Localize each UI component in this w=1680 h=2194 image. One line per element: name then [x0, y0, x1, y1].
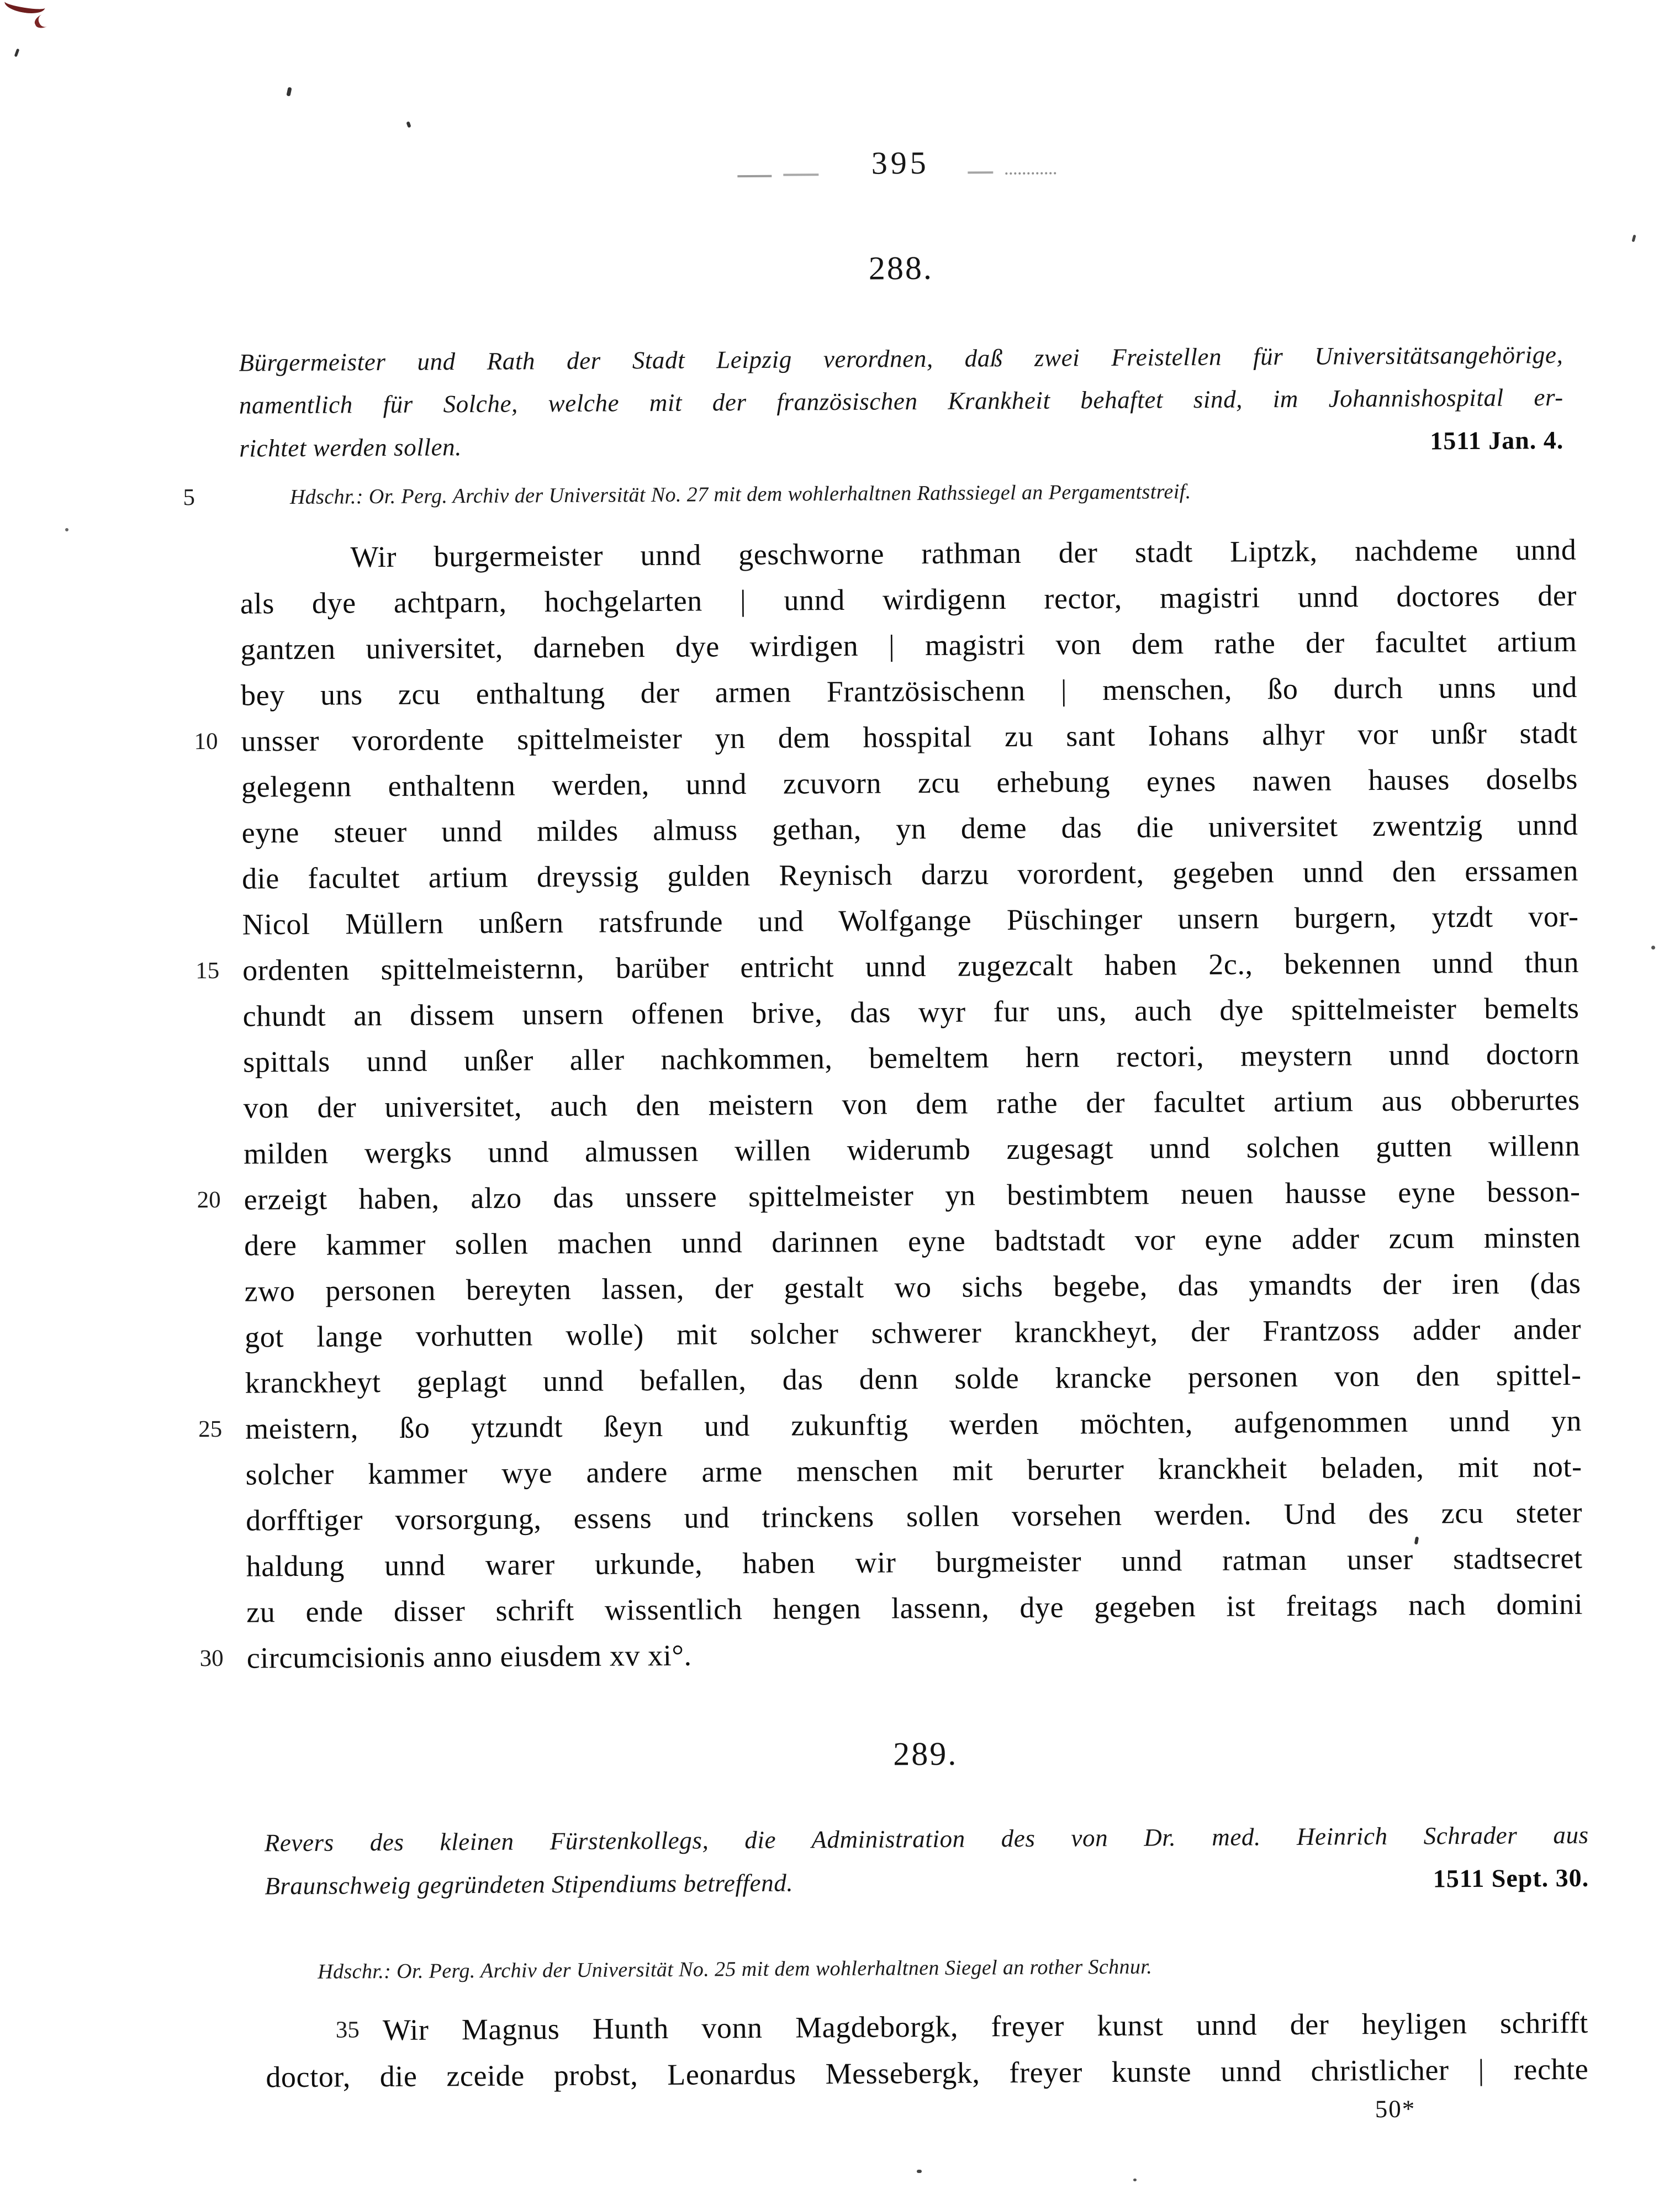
body-line — [241, 710, 1577, 764]
hdschr-text: Hdschr.: Or. Perg. Archiv der Universität No. 27 mit dem wohlerhaltnen Rathssiegel an Pergamentstreif. — [290, 480, 1191, 509]
body-line-text: dorfftiger vorsorgung, essens und trinckens sollen vorsehen werden. Und des zcu steter — [246, 1496, 1582, 1537]
body-line — [243, 1077, 1579, 1131]
scan-dash — [737, 175, 772, 177]
body-line — [266, 2000, 1588, 2054]
body-line — [241, 756, 1578, 810]
body-line-text: zu ende disser schrift wissentlich hengen lassenn, dye gegeben ist freitags nach domini — [246, 1588, 1583, 1629]
body-line-text: gantzen universitet, darneben dye wirdigen | magistri von dem rathe der facultet artium — [240, 625, 1577, 666]
body-line — [241, 664, 1577, 719]
summary-line: namentlich für Solche, welche mit der französischen Krankheit behaftet sind, im Johannishospital er- — [239, 376, 1563, 427]
body-line-text: erzeigt haben, alzo das unssere spittelmeister yn bestimbtem neuen hausse eyne besson- — [244, 1175, 1580, 1216]
body-line-text: kranckheyt geplagt unnd befallen, das denn solde krancke personen von den spittel- — [245, 1358, 1581, 1400]
doc289-summary — [265, 1814, 1589, 1908]
body-line-text: bey uns zcu enthaltung der armen Frantzösischenn | menschen, ßo durch unns und — [241, 671, 1577, 712]
summary-line: Revers des kleinen Fürstenkollegs, die Administration des von Dr. med. Heinrich Schrader aus — [265, 1814, 1589, 1865]
body-line-text: als dye achtparn, hochgelarten | unnd wirdigenn rector, magistri unnd doctores der — [240, 579, 1577, 620]
body-line-text: Wir Magnus Hunth vonn Magdeborgk, freyer kunst unnd der heyligen schrifft — [383, 2006, 1588, 2047]
body-line — [241, 802, 1578, 856]
body-line-text: milden wergks unnd almussen willen widerumb zugesagt unnd solchen gutten willenn — [244, 1129, 1580, 1170]
doc288-summary — [239, 334, 1563, 470]
signature-mark: 50* — [1375, 2095, 1416, 2123]
margin-line-number: 25 — [198, 1406, 232, 1452]
body-line-text: zwo personen bereyten lassen, der gestalt wo sichs begebe, das ymandts der iren (das — [244, 1267, 1581, 1308]
doc288-hdschr — [240, 475, 1565, 512]
summary-line: Braunschweig gegründeten Stipendiums betreffend. — [265, 1862, 793, 1908]
body-line — [245, 1444, 1582, 1498]
body-line-text: solcher kammer wye andere arme menschen mit berurter kranckheit beladen, mit not- — [245, 1450, 1582, 1491]
body-line — [244, 1261, 1581, 1315]
doc288-body — [240, 527, 1583, 1681]
body-line-text: eyne steuer unnd mildes almuss gethan, yn deme das die universitet zwentzig unnd — [241, 808, 1578, 850]
margin-line-number: 10 — [194, 719, 228, 764]
body-line — [246, 1581, 1583, 1636]
body-line-text: circumcisionis anno eiusdem xv xi°. — [247, 1639, 692, 1675]
summary-last-row — [239, 419, 1563, 470]
body-line — [240, 619, 1577, 673]
body-line — [244, 1215, 1581, 1269]
page-header — [237, 140, 1563, 186]
margin-line-number: 15 — [196, 948, 229, 994]
body-line — [245, 1398, 1582, 1452]
summary-line: richtet werden sollen. — [239, 426, 462, 470]
body-line-text: meistern, ßo ytzundt ßeyn und zukunftig werden möchten, aufgenommen unnd yn — [245, 1404, 1582, 1446]
body-line-text: Nicol Müllern unßern ratsfrunde und Wolfgange Püschinger unsern burgern, ytzdt vor- — [242, 900, 1578, 941]
doc288-date: 1511 Jan. 4. — [1430, 419, 1564, 462]
body-line-text: gelegenn enthaltenn werden, unnd zcuvorn zcu erhebung eynes nawen hauses doselbs — [241, 762, 1578, 804]
scan-dash — [783, 173, 818, 176]
body-line-text: doctor, die zceide probst, Leonardus Messebergk, freyer kunste unnd christlicher | rechte — [266, 2053, 1588, 2094]
margin-line-number: 5 — [162, 483, 195, 512]
hdschr-text: Hdschr.: Or. Perg. Archiv der Universität No. 25 mit dem wohlerhaltnen Siegel an rother Schnur. — [318, 1955, 1152, 1984]
summary-last-row — [265, 1857, 1589, 1908]
body-line — [244, 1123, 1580, 1177]
body-line-text: got lange vorhutten wolle) mit solcher schwerer kranckheyt, der Frantzoss adder ander — [245, 1312, 1581, 1354]
scan-dash — [1005, 172, 1056, 175]
body-line — [240, 573, 1577, 627]
doc289-heading: 289. — [263, 1731, 1588, 1778]
doc289-body — [266, 2000, 1589, 2101]
margin-line-number: 20 — [197, 1177, 230, 1223]
body-line-text: chundt an dissem unsern offenen brive, das wyr fur uns, auch dye spittelmeister bemelts — [242, 991, 1579, 1033]
body-line — [245, 1306, 1581, 1360]
scan-dash — [968, 171, 993, 173]
body-line — [242, 894, 1578, 948]
body-line-text: spittals unnd unßer aller nachkommen, bemeltem hern rectori, meystern unnd doctorn — [243, 1037, 1579, 1079]
body-line-text: Wir burgermeister unnd geschworne rathman der stadt Liptzk, nachdeme unnd — [350, 533, 1576, 574]
body-line-text: von der universitet, auch den meistern von dem rathe der facultet artium aus obberurtes — [243, 1083, 1579, 1125]
doc288-heading: 288. — [238, 245, 1563, 292]
body-line — [242, 848, 1578, 902]
body-line — [246, 1490, 1582, 1544]
body-line-text: unsser vorordente spittelmeister yn dem hosspital zu sant Iohans alhyr vor unßr stadt — [241, 716, 1577, 758]
body-line — [246, 1536, 1582, 1590]
body-line-text: ordenten spittelmeisternn, barüber entricht unnd zugezcalt haben 2c., bekennen unnd thun — [242, 946, 1579, 987]
body-line — [240, 527, 1576, 581]
margin-line-number: 30 — [199, 1636, 233, 1681]
body-line — [242, 985, 1579, 1040]
body-line — [244, 1169, 1580, 1223]
summary-line: Bürgermeister und Rath der Stadt Leipzig verordnen, daß zwei Freistellen für Universitätsangehörige, — [239, 334, 1563, 384]
body-line — [245, 1352, 1581, 1406]
body-line-text: haldung unnd warer urkunde, haben wir burgmeister unnd ratman unser stadtsecret — [246, 1542, 1583, 1583]
body-line-text: die facultet artium dreyssig gulden Reynisch darzu vorordent, gegeben unnd den erssamen — [242, 854, 1578, 895]
doc289-date: 1511 Sept. 30. — [1433, 1857, 1589, 1900]
body-line-text: dere kammer sollen machen unnd darinnen eyne badtstadt vor eyne adder zcum minsten — [244, 1221, 1581, 1262]
body-line — [242, 940, 1579, 994]
doc289-hdschr — [265, 1950, 1588, 1987]
body-line — [266, 2046, 1588, 2101]
margin-line-number: 35 — [219, 2008, 252, 2054]
body-line — [246, 1627, 1583, 1681]
body-line — [243, 1031, 1579, 1085]
page-number: 395 — [871, 144, 929, 182]
